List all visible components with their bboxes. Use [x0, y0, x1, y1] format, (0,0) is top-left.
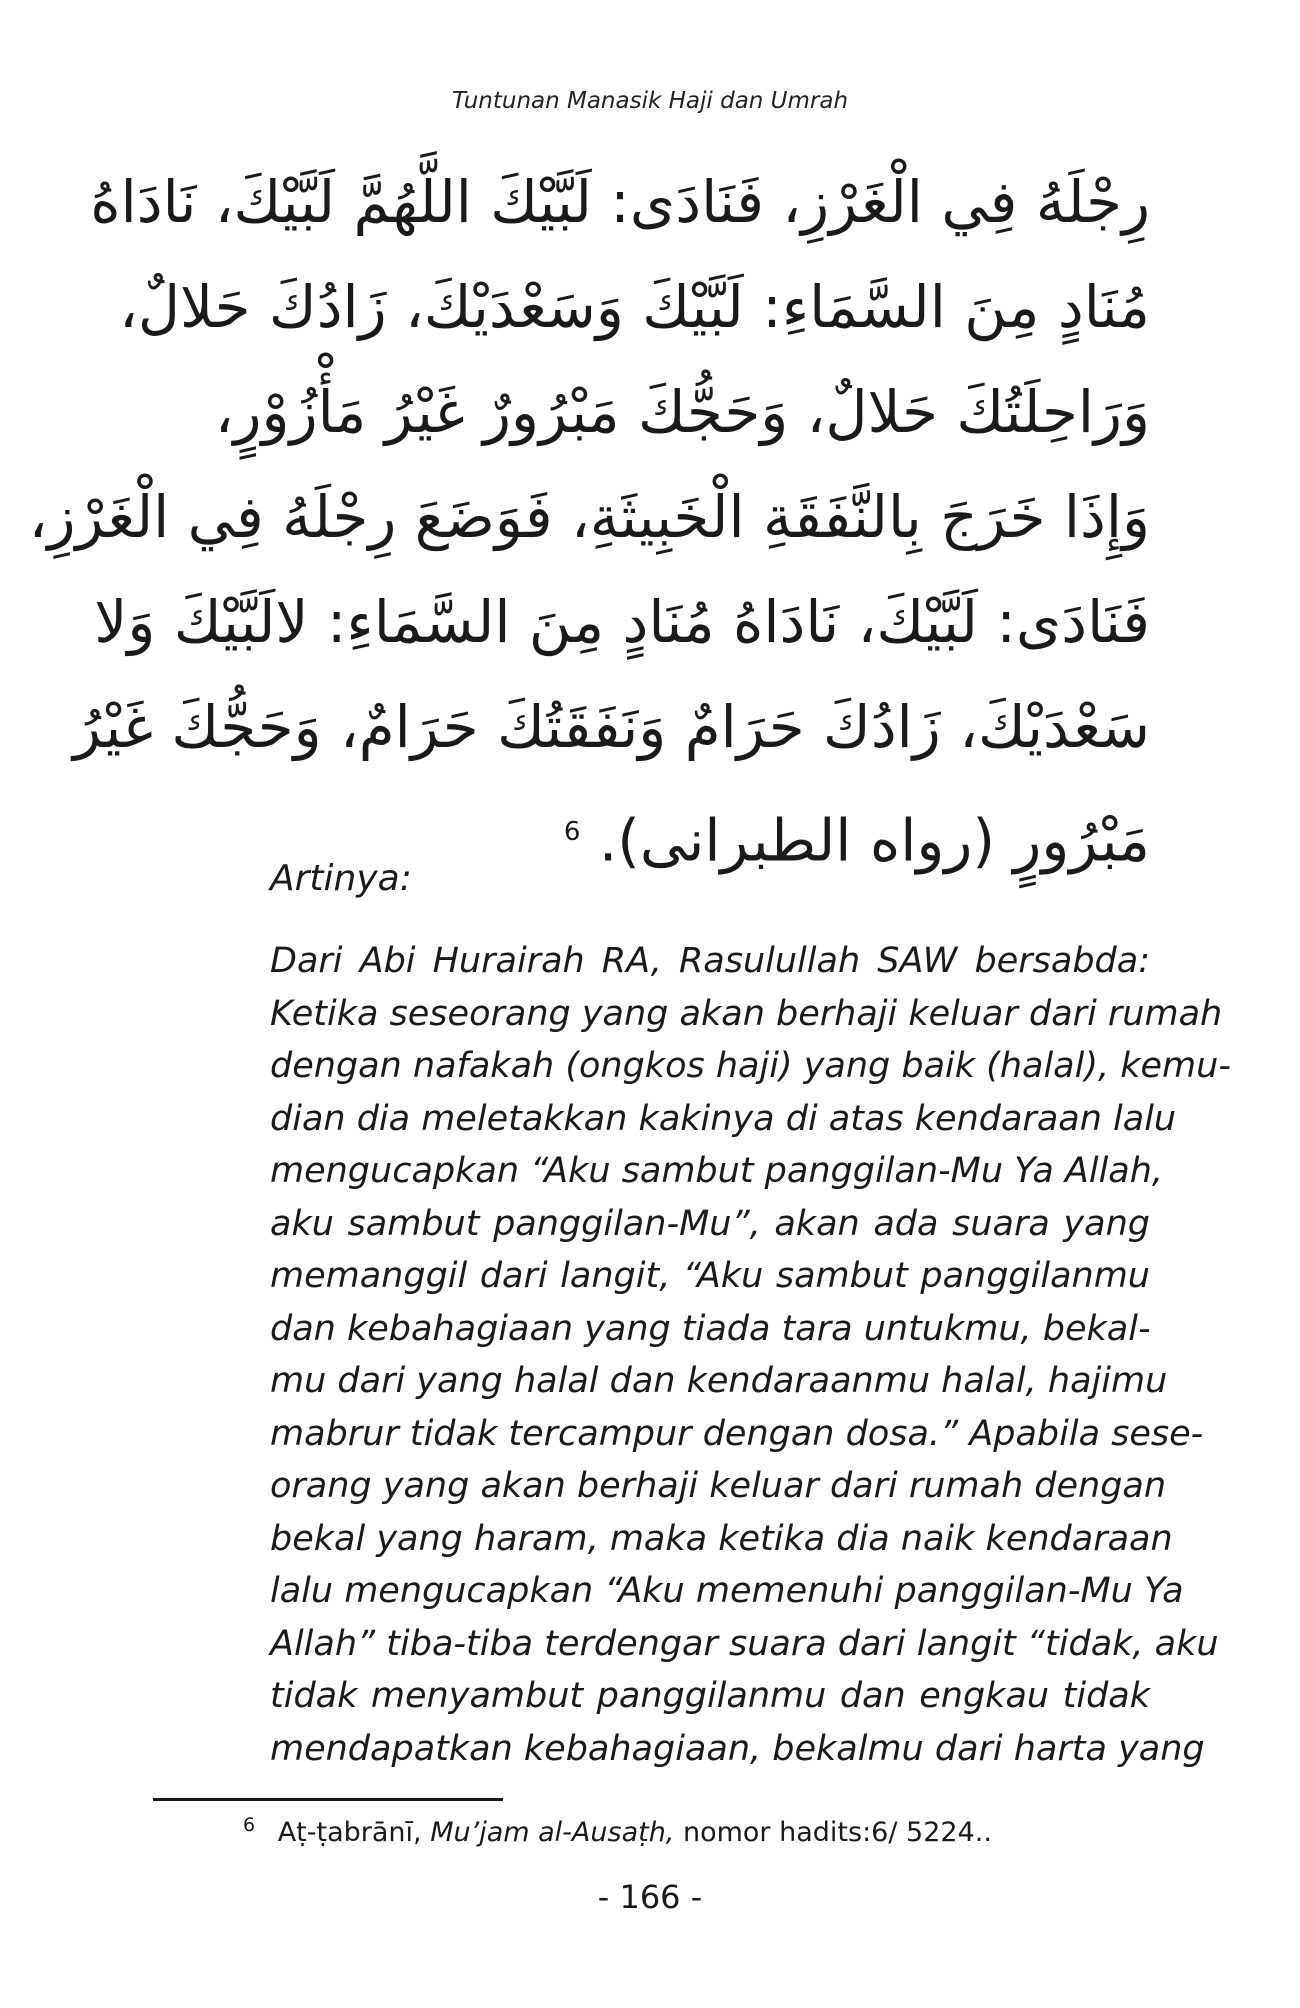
translation-line: mengucapkan “Aku sambut panggilan-Mu Ya Allah,	[270, 1151, 1164, 1191]
footnote-detail: nomor hadits:6/ 5224..	[682, 1817, 992, 1848]
translation-label: Artinya:	[270, 858, 412, 899]
translation-line: memanggil dari langit, “Aku sambut panggilanmu	[270, 1256, 1150, 1296]
arabic-last-line-text: مَبْرُورٍ (رواه الطبرانى).	[598, 806, 1150, 875]
footnote	[243, 1814, 992, 1848]
arabic-line: وَإِذَا خَرَجَ بِالنَّفَقَةِ الْخَبِيثَةِ، فَوَضَعَ رِجْلَهُ فِي الْغَرْزِ،	[28, 483, 1150, 551]
translation-line: dan kebahagiaan yang tiada tara untukmu, bekal-	[270, 1308, 1151, 1349]
translation-line: Dari Abi Hurairah RA, Rasulullah SAW bersabda:	[270, 941, 1150, 981]
translation-line: Allah” tiba-tiba terdengar suara dari langit “tidak, aku	[270, 1623, 1219, 1664]
translation-line: Ketika seseorang yang akan berhaji keluar dari rumah	[270, 993, 1223, 1034]
footnote-divider	[153, 1798, 503, 1801]
translation-line: aku sambut panggilan-Mu”, akan ada suara yang	[270, 1203, 1150, 1244]
footnote-author: Aṭ-ṭabrānī,	[277, 1817, 422, 1848]
footnote-work-title: Mu’jam al-Ausaṭh,	[430, 1817, 675, 1848]
arabic-hadith-text	[28, 150, 1150, 885]
arabic-line: رِجْلَهُ فِي الْغَرْزِ، فَنَادَى: لَبَّيْكَ اللَّهُمَّ لَبَّيْكَ، نَادَاهُ	[90, 168, 1150, 236]
page-number: - 166 -	[597, 1878, 703, 1916]
translation-line: dian dia meletakkan kakinya di atas kendaraan lalu	[270, 1098, 1177, 1139]
translation-line: tidak menyambut panggilanmu dan engkau tidak	[270, 1676, 1150, 1716]
translation-line: mabrur tidak tercampur dengan dosa.” Apabila sese-	[270, 1413, 1204, 1454]
arabic-line: سَعْدَيْكَ، زَادُكَ حَرَامٌ وَنَفَقَتُكَ حَرَامٌ، وَحَجُّكَ غَيْرُ	[73, 693, 1150, 761]
translation-line: lalu mengucapkan “Aku memenuhi panggilan-Mu Ya	[270, 1571, 1184, 1611]
arabic-line: مُنَادٍ مِنَ السَّمَاءِ: لَبَّيْكَ وَسَعْدَيْكَ، زَادُكَ حَلالٌ،	[119, 273, 1150, 341]
translation-line: bekal yang haram, maka ketika dia naik kendaraan	[270, 1518, 1173, 1559]
arabic-line: وَرَاحِلَتُكَ حَلالٌ، وَحَجُّكَ مَبْرُورٌ غَيْرُ مَأْزُوْرٍ،	[214, 378, 1150, 446]
arabic-line: فَنَادَى: لَبَّيْكَ، نَادَاهُ مُنَادٍ مِنَ السَّمَاءِ: لالَبَّيْكَ وَلا	[94, 588, 1150, 656]
translation-line: orang yang akan berhaji keluar dari rumah dengan	[270, 1466, 1167, 1506]
translation-line: dengan nafakah (ongkos haji) yang baik (halal), kemu-	[270, 1046, 1231, 1086]
translation-line: mendapatkan kebahagiaan, bekalmu dari harta yang	[270, 1728, 1205, 1769]
translation-line: mu dari yang halal dan kendaraanmu halal, hajimu	[270, 1361, 1168, 1401]
footnote-reference: 6	[563, 817, 581, 847]
footnote-number: 6	[243, 1814, 256, 1836]
translation-text	[270, 935, 1231, 1775]
running-header: Tuntunan Manasik Haji dan Umrah	[451, 88, 849, 114]
